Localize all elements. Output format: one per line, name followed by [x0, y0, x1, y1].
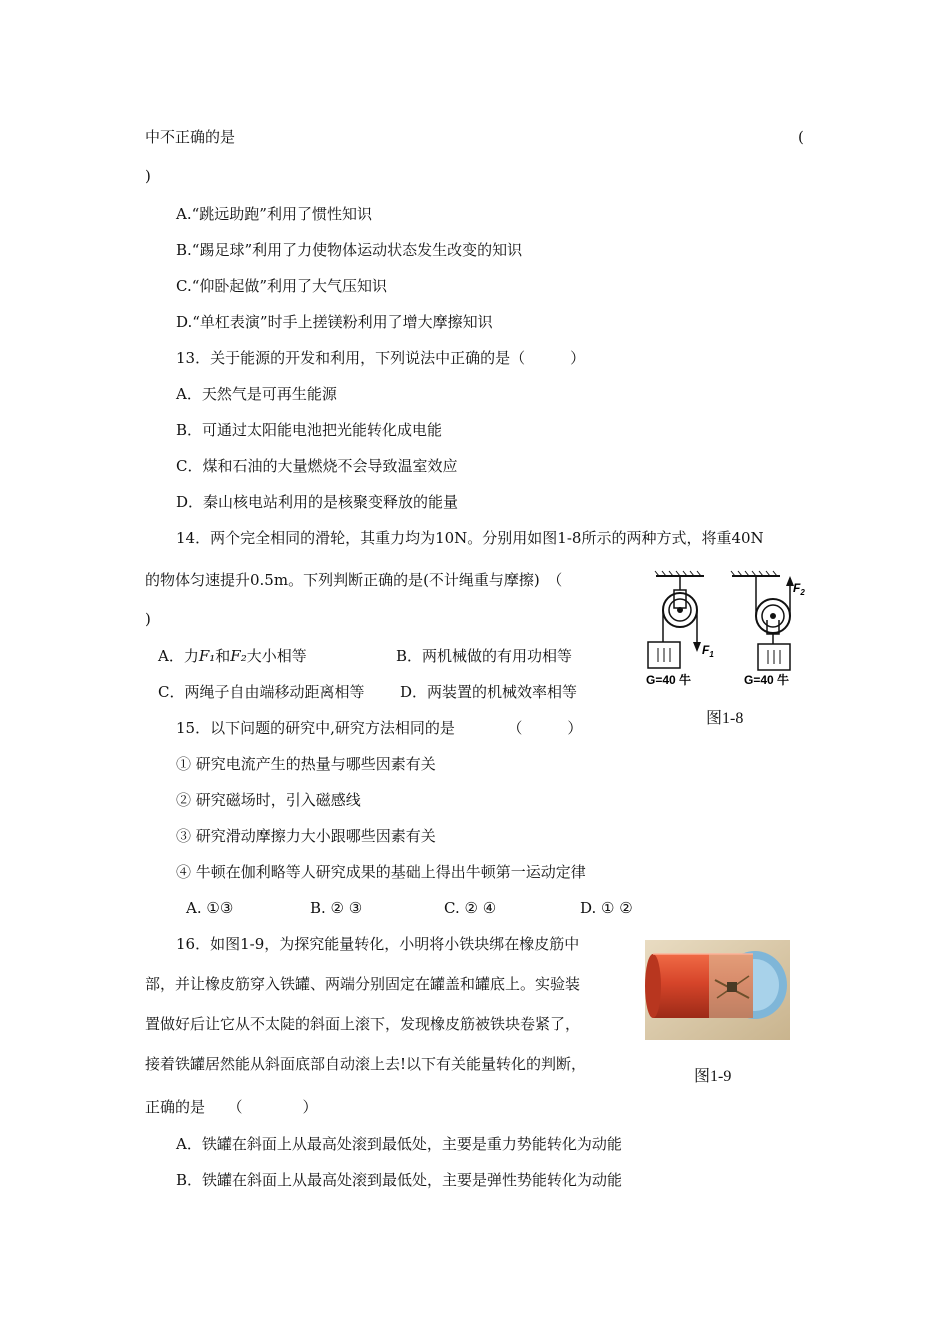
q14-paren-close: ) [145, 610, 151, 628]
q14-option-a-pre: A．力 [158, 647, 199, 665]
q14-option-a-mid: 和 [215, 647, 231, 665]
q14-stem-line2: 的物体匀速提升0.5m。下列判断正确的是(不计绳重与摩擦) （ [145, 571, 563, 589]
figure-1-8-weight-right: G=40 牛 [744, 673, 790, 687]
q15-item-1: ① 研究电流产生的热量与哪些因素有关 [176, 755, 436, 773]
q15-stem: 15．以下问题的研究中,研究方法相同的是 （ ） [176, 719, 583, 737]
q14-option-a-post: 大小相等 [246, 647, 307, 665]
q14-option-d: D．两装置的机械效率相等 [400, 683, 578, 701]
figure-1-8-weight-left: G=40 牛 [646, 673, 692, 687]
q12-stem-tail: 中不正确的是 [145, 128, 236, 146]
q15-item-3: ③ 研究滑动摩擦力大小跟哪些因素有关 [176, 827, 436, 845]
q15-item-2: ② 研究磁场时，引入磁感线 [176, 791, 361, 809]
q13-option-c: C．煤和石油的大量燃烧不会导致温室效应 [176, 457, 458, 475]
q13-stem: 13．关于能源的开发和利用，下列说法中正确的是（ ） [176, 349, 586, 367]
q16-line-4: 接着铁罐居然能从斜面底部自动滚上去!以下有关能量转化的判断， [145, 1055, 587, 1073]
q16-line-5: 正确的是 （ ） [145, 1098, 318, 1116]
q15-choice-c: C. ② ④ [444, 899, 497, 917]
figure-1-8-label-f1: $F_1$ [702, 643, 714, 659]
q12-option-d: D.“单杠表演”时手上搓镁粉利用了增大摩擦知识 [176, 313, 493, 331]
q14-f2-symbol: F₂ [230, 647, 247, 665]
q15-choice-d: D. ① ② [580, 899, 633, 917]
q13-option-b: B．可通过太阳能电池把光能转化成电能 [176, 421, 443, 439]
q13-option-a: A．天然气是可再生能源 [176, 385, 337, 403]
q15-choice-b: B. ② ③ [310, 899, 363, 917]
figure-1-9-caption: 图1-9 [694, 1068, 732, 1085]
q14-option-b: B．两机械做的有用功相等 [396, 647, 573, 665]
q15-choice-a: A. ①③ [186, 899, 234, 917]
q16-option-a: A．铁罐在斜面上从最高处滚到最低处，主要是重力势能转化为动能 [176, 1135, 622, 1153]
q12-option-c: C.“仰卧起做”利用了大气压知识 [176, 277, 388, 295]
figure-1-9-can-photo [645, 940, 790, 1040]
q12-option-b: B.“踢足球”利用了力使物体运动状态发生改变的知识 [176, 241, 523, 259]
q12-paren-close: ) [145, 167, 151, 185]
q16-option-b: B．铁罐在斜面上从最高处滚到最低处，主要是弹性势能转化为动能 [176, 1171, 623, 1189]
q14-option-a [158, 646, 307, 666]
q12-paren-open: ( [798, 128, 804, 146]
q14-f1-symbol: F₁ [198, 647, 216, 665]
q12-option-a: A.“跳远助跑”利用了惯性知识 [176, 205, 372, 223]
q14-option-c: C．两绳子自由端移动距离相等 [158, 683, 365, 701]
figure-1-8-caption: 图1-8 [706, 710, 744, 727]
q16-line-1: 16．如图1-9，为探究能量转化，小明将小铁块绑在橡皮筋中 [176, 935, 580, 953]
figure-1-8-label-f2: $F_2$ [793, 581, 805, 597]
q16-line-3: 置做好后让它从不太陡的斜面上滚下，发现橡皮筋被铁块卷紧了， [145, 1015, 581, 1033]
figure-1-8-pulley-diagram [640, 568, 815, 693]
q15-item-4: ④ 牛顿在伽利略等人研究成果的基础上得出牛顿第一运动定律 [176, 863, 586, 881]
q13-option-d: D．秦山核电站利用的是核聚变释放的能量 [176, 493, 459, 511]
q14-stem-line1: 14．两个完全相同的滑轮，其重力均为10N。分别用如图1-8所示的两种方式，将重40N [176, 529, 764, 547]
q16-line-2: 部，并让橡皮筋穿入铁罐、两端分别固定在罐盖和罐底上。实验装 [145, 975, 581, 993]
